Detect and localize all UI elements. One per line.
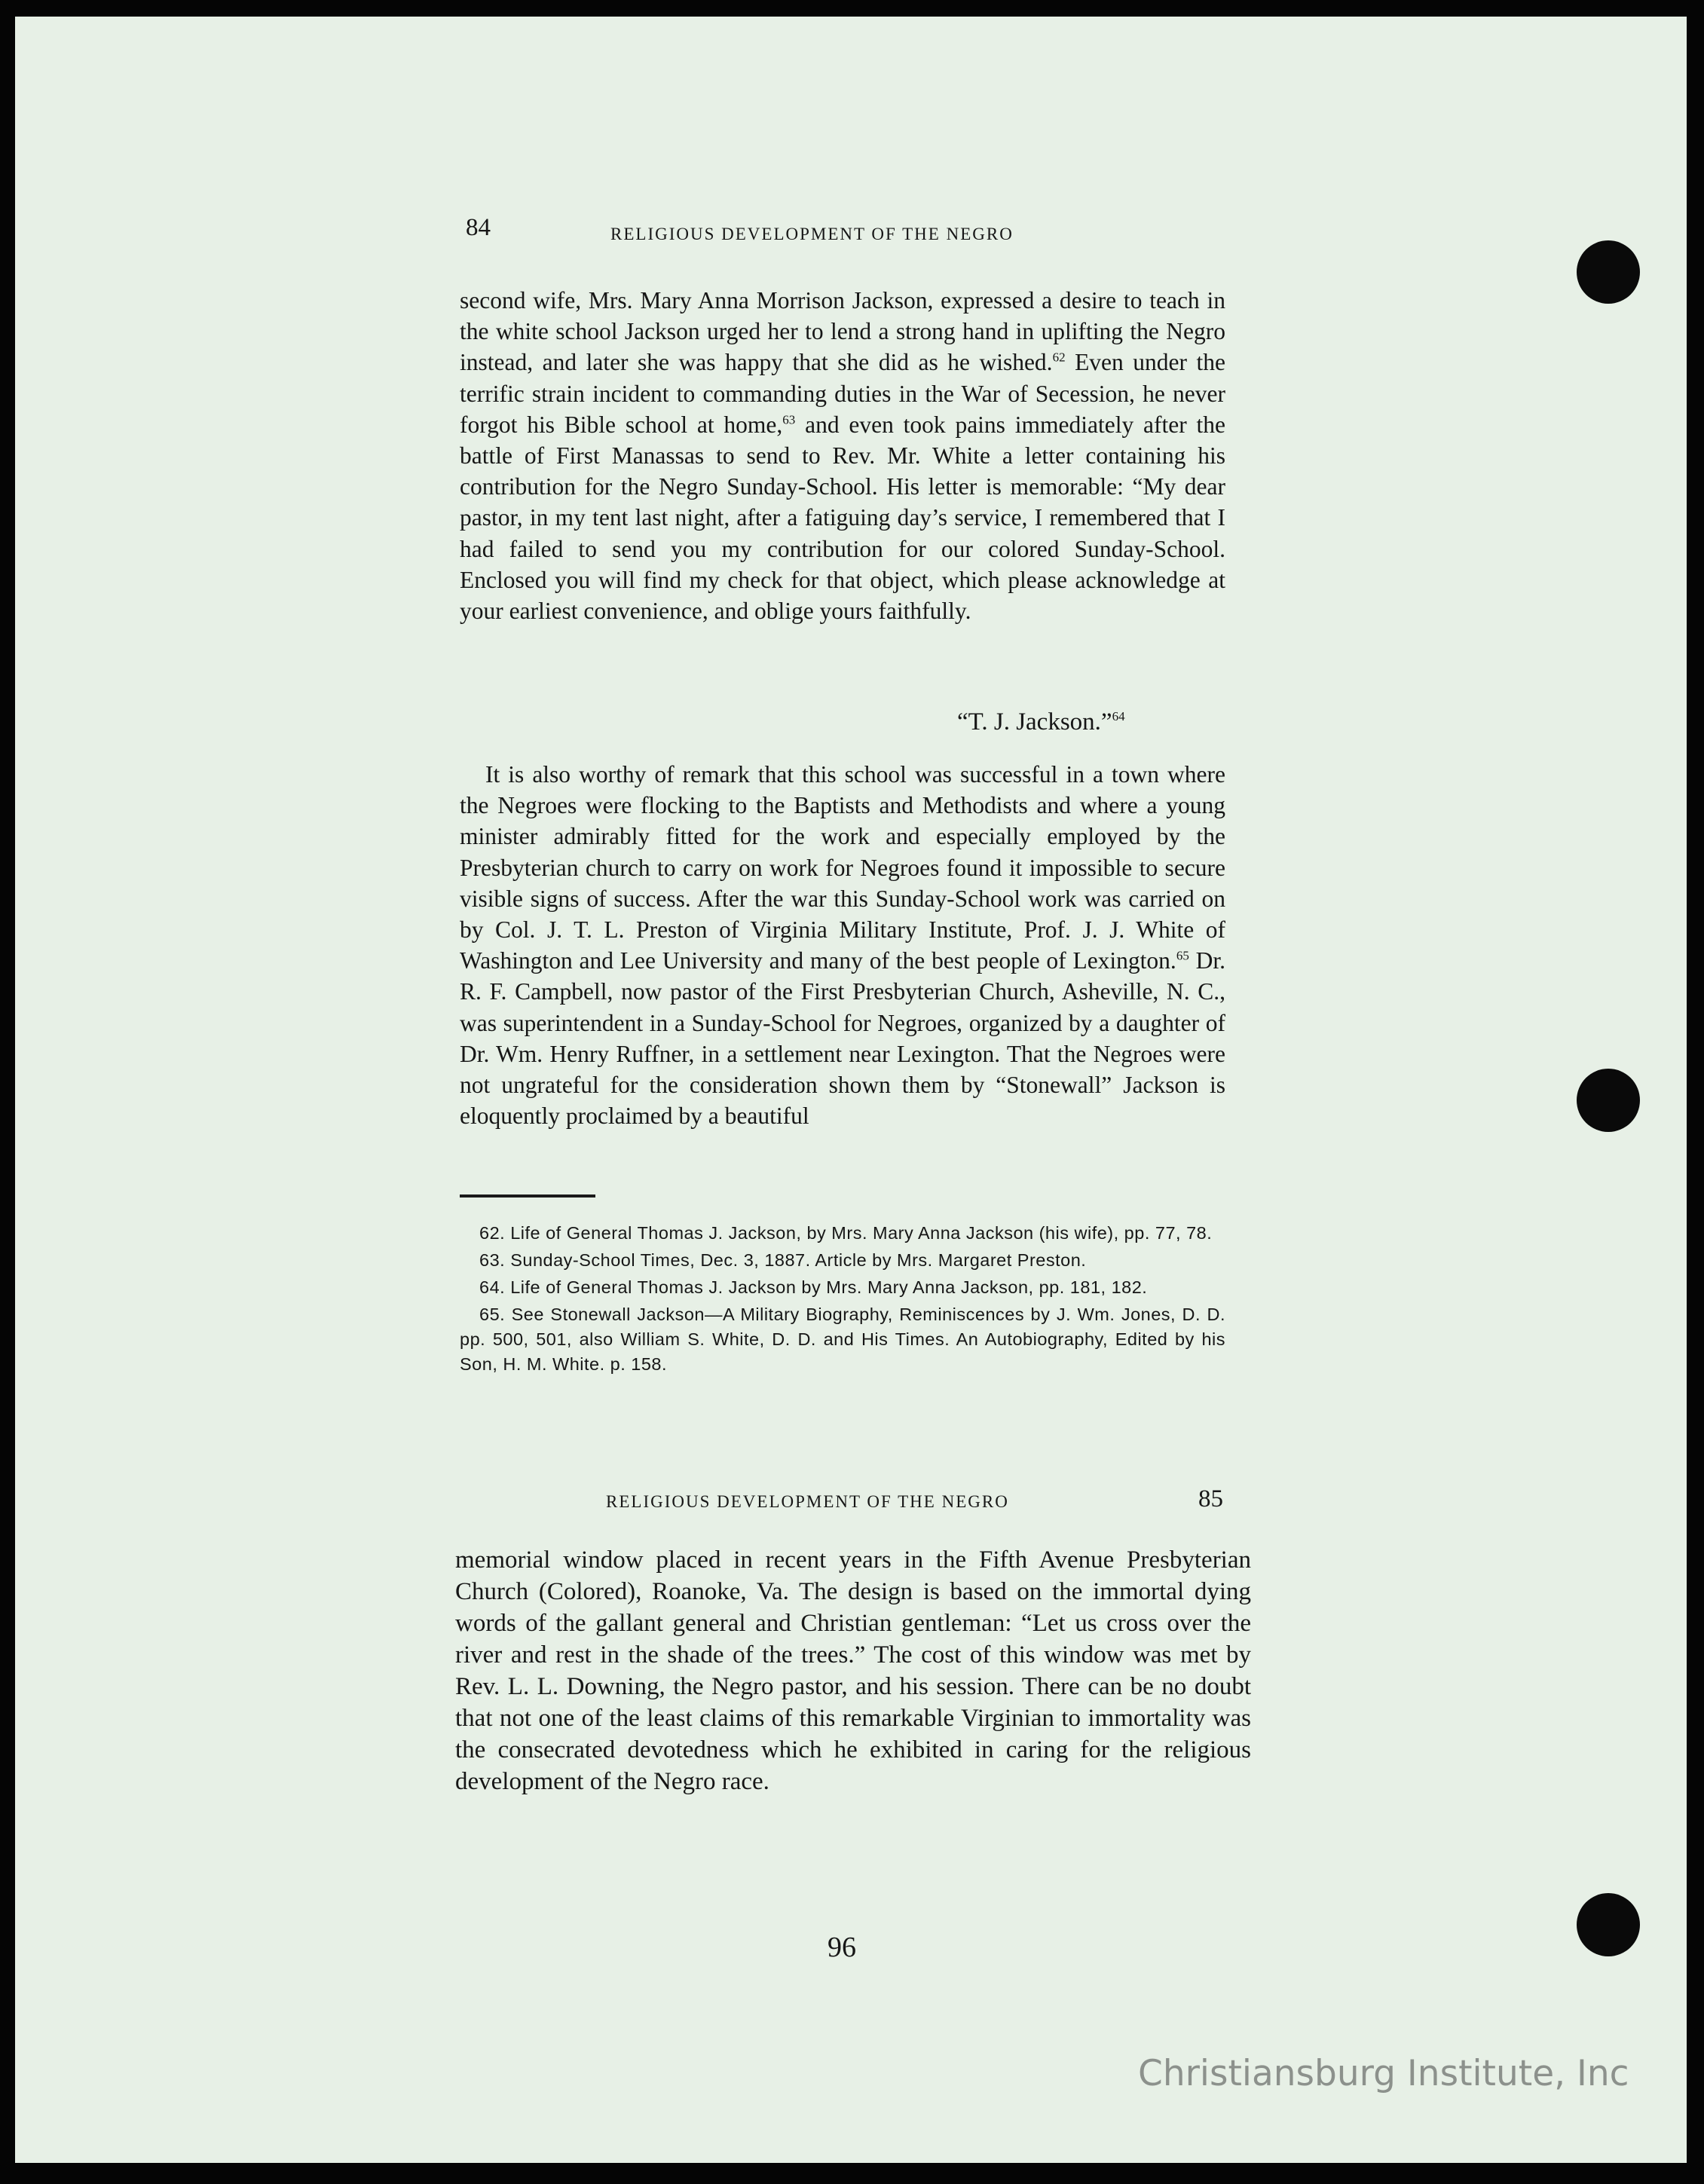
paragraph-memorial-window: memorial window placed in recent years in the Fifth Avenue Presbyterian Church (Colored), Roanoke, Va. The design is based on the immortal dying words of the gallant general and Christian gentleman: “Let us cross over the river and rest in the shade of the trees.” The cost of this window was met by Rev. L. L. Downing, the Negro pastor, and his session. There can be no doubt that not one of the least claims of this remarkable Virginian to immortality was the consecrated devotedness which he exhibited in caring for the religious development of the Negro race. xyxy=(455,1546,1251,1795)
paragraph-school-success: It is also worthy of remark that this school was successful in a town where the Negroes were flocking to the Baptists and Methodists and where a young minister admirably fitted for the work and especially employed by the Presbyterian church to carry on work for Negroes found it impossible to secure visible signs of success. After the war this Sunday-School work was carried on by Col. J. T. L. Preston of Virginia Military Institute, Prof. J. J. White of Washington and Lee University and many of the best people of Lexington.$^{65}$ Dr. R. F. Campbell, now pastor of the First Presbyterian Church, Asheville, N. C., was superintendent in a Sunday-School for Negroes, organized by a daughter of Dr. Wm. Henry Ruffner, in a settlement near Lexington. That the Negroes were not ungrateful for the consideration shown them by “Stonewall” Jackson is eloquently proclaimed by a beautiful xyxy=(460,761,1226,1130)
page-85-body xyxy=(455,1544,1251,1797)
footnote-ref-62: 62 xyxy=(1052,350,1066,365)
footnote-ref-63: 63 xyxy=(782,412,796,427)
page-number-85: 85 xyxy=(1198,1485,1223,1513)
footnote-ref-64: 64 xyxy=(1112,709,1125,723)
punch-hole-middle xyxy=(1577,1069,1640,1132)
footnote-64: 64. Life of General Thomas J. Jackson by Mrs. Mary Anna Jackson, pp. 181, 182. xyxy=(479,1277,1148,1297)
running-head-85: RELIGIOUS DEVELOPMENT OF THE NEGRO xyxy=(606,1492,1009,1511)
sheet-number: 96 xyxy=(828,1932,856,1963)
page-number-84: 84 xyxy=(466,214,491,241)
paragraph-jackson-wife: second wife, Mrs. Mary Anna Morrison Jackson, expressed a desire to teach in the white school Jackson urged her to lend a strong hand in uplifting the Negro instead, and later she was happy that she did as he wished.$^{62}$ Even under the terrific strain incident to commanding duties in the War of Secession, he never forgot his Bible school at home,$^{63}$ and even took pains immediately after the battle of First Manassas to send to Rev. Mr. White a letter containing his contribution for the Negro Sunday-School. His letter is memorable: “My dear pastor, in my tent last night, after a fatiguing day’s service, I remembered that I had failed to send you my contribution for our colored Sunday-School. Enclosed you will find my check for that object, which please acknowledge at your earliest convenience, and oblige yours faithfully. xyxy=(460,287,1225,625)
footnote-62: 62. Life of General Thomas J. Jackson, by Mrs. Mary Anna Jackson (his wife), pp. 77, 78. xyxy=(479,1223,1213,1243)
footnote-rule xyxy=(460,1194,595,1198)
punch-hole-bottom xyxy=(1577,1893,1640,1956)
watermark: Christiansburg Institute, Inc xyxy=(1138,2053,1629,2094)
letter-signature: “T. J. Jackson.”$^{64}$ xyxy=(957,708,1125,736)
running-head-84: RELIGIOUS DEVELOPMENT OF THE NEGRO xyxy=(610,225,1014,243)
footnote-ref-65: 65 xyxy=(1176,948,1189,963)
page-84-body-top xyxy=(460,285,1225,626)
footnote-65: 65. See Stonewall Jackson—A Military Biography, Reminiscences by J. Wm. Jones, D. D. pp. 500, 501, also William S. White, D. D. and His Times. An Autobiography, Edited by his Son, H. M. White. p. 158. xyxy=(460,1305,1225,1374)
page-84-body-bottom xyxy=(460,759,1225,1131)
punch-hole-top xyxy=(1577,240,1640,304)
scanned-page xyxy=(15,17,1687,2163)
footnotes xyxy=(460,1221,1225,1379)
footnote-63: 63. Sunday-School Times, Dec. 3, 1887. Article by Mrs. Margaret Preston. xyxy=(479,1250,1087,1270)
